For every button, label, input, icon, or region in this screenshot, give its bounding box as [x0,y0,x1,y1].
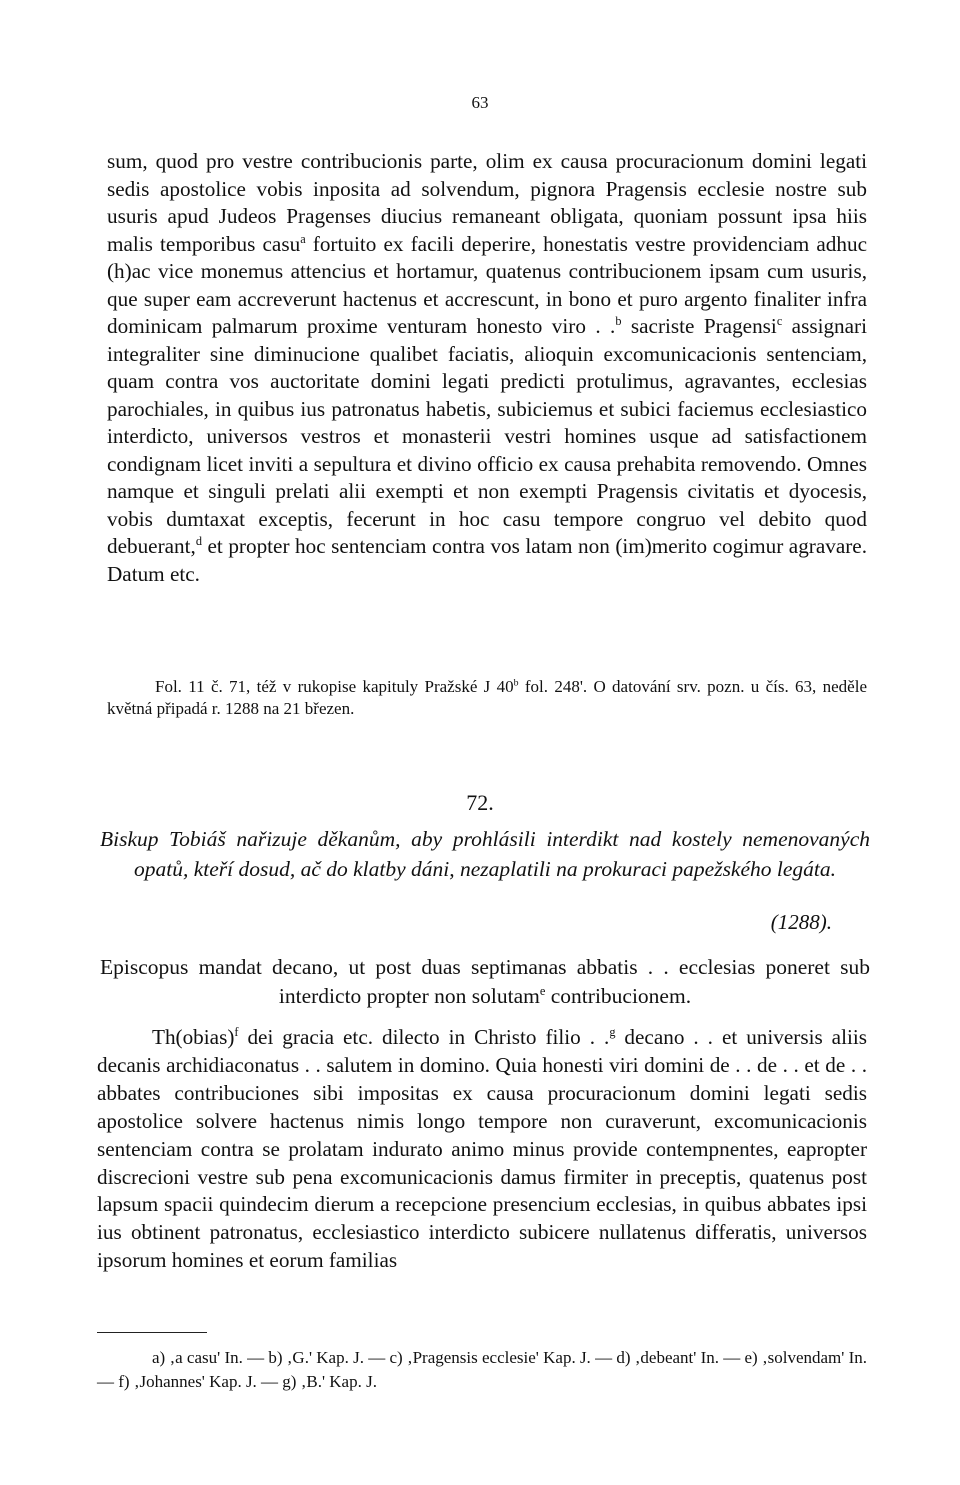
paragraph-1 [107,148,867,588]
footnote-separator [97,1332,207,1333]
document-number: 72. [466,790,494,815]
footnote-marker: g [609,1024,616,1039]
critical-apparatus: a) ‚a casu' In. — b) ‚G.' Kap. J. — c) ‚Pragensis ecclesie' Kap. J. — d) ‚debeant' In. — e) ‚solvendam' In. — f) ‚Johannes' Kap. J. — g) ‚B.' Kap. J. [97,1348,867,1391]
footnote-marker: b [615,313,622,328]
footnote-marker: a [300,231,306,246]
note-text: Fol. 11 č. 71, též v rukopise kapituly Pražské J 40 [155,677,514,696]
summary-text: Episcopus mandat decano, ut post duas septimanas abbatis . . ecclesias poneret sub interdicto propter non solutam [100,955,870,1008]
note-text: fol. 248'. O datování srv. pozn. u čís. 63, neděle květná připadá r. 1288 na 21 březen. [107,677,867,718]
summary-text: contribucionem. [545,983,692,1008]
paragraph-text: decano . . et universis aliis decanis archidiaconatus . . salutem in domino. Quia honesti viri domini de . . de . . et de . . abbates contribuciones sibi impositas ex causa procuracionum domini legati sedis apostolice solvere hactenus nimis longo tempore non curaverunt, excomunicacionis sentenciam contra se prolatam indurato animo minus provide contempnentes, eapropter discrecioni vestre sub pena excomunicacionis damus firmiter in preceptis, quatenus post lapsum spacii quindecim dierum a recepcione presencium ecclesias, in quibus abbates ipsi ius obtinent patronatus, ecclesiastico interdicto subicere nullatenus differatis, universos ipsorum homines et eorum familias [97,1025,867,1273]
paragraph-text: Th(obias) [152,1025,235,1049]
document-date: (1288). [770,910,832,934]
editorial-note [107,676,867,720]
paragraph-text: et propter hoc sentenciam contra vos latam non (im)merito cogimur agravare. Datum etc. [107,534,867,586]
paragraph-text: sacriste Pragensi [621,314,777,338]
paragraph-text: sum, quod pro vestre contribucionis parte, olim ex causa procuracionum domini legati sedis apostolice vobis inposita ad solvendum, pignora Pragensis ecclesie nostre sub usuris apud Judeos Pragenses diucius remaneant obligata, quoniam possunt ipsa hiis malis temporibus casu [107,149,867,256]
czech-heading: Biskup Tobiáš nařizuje děkanům, aby prohlásili interdikt nad kostely nemenovaných opatů, kteří dosud, ač do klatby dáni, nezaplatili na prokuraci papežského legáta. [100,827,870,881]
footnote-marker: e [539,983,546,998]
footnote-marker: f [234,1024,239,1039]
paragraph-text: assignari integraliter sine diminucione qualibet faciatis, alioquin excomunicacionis sentenciam, quam contra vos auctoritate domini legati predicti protulimus, agravantes, ecclesias parochiales, in quibus ius patronatus habetis, subiciemus et subici faciemus ecclesiastico interdicto, universos vestros et monasterii vestri homines usque ad satisfactionem condignam licet inviti a sepultura et divino officio ex causa prehabita removendo. Omnes namque et singuli prelati alii exempti et non exempti Pragensis civitatis et dyocesis, vobis dumtaxat exceptis, fecerunt in hoc casu tempore congruo vel debito quod debuerant, [107,314,867,558]
footnote-marker: c [776,313,783,328]
footnote-marker: d [195,533,202,548]
paragraph-text: fortuito ex facili deperire, honestatis vestre providenciam adhuc (h)ac vice monemus attencius et hortamur, quatenus contribucionem ipsam cum usuris, que super eam accreverunt hactenus et accrescunt, in bono et puro argento finaliter infra dominicam palmarum proxime venturam honesto viro . . [107,231,867,338]
latin-summary [100,953,870,1010]
note-superscript: b [513,677,519,689]
paragraph-2 [97,1024,867,1275]
paragraph-text: dei gracia etc. dilecto in Christo filio . . [238,1025,610,1049]
page-number: 63 [471,93,489,112]
